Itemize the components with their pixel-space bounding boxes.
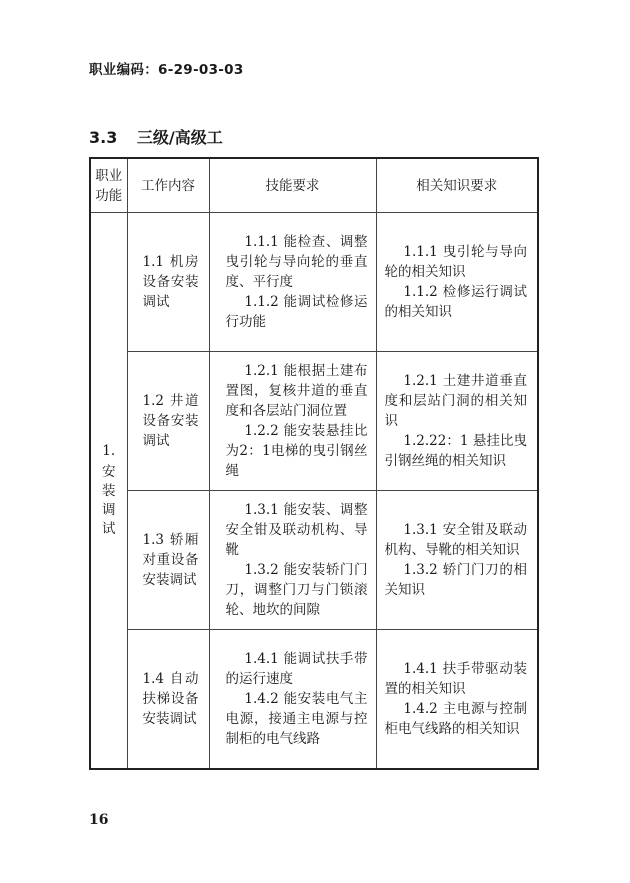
function-number: 1. — [102, 443, 116, 459]
section-number: 3.3 — [89, 128, 118, 147]
skill-item: 1.4.1 能调试扶手带的运行速度 — [225, 651, 368, 687]
section-heading — [89, 125, 223, 148]
knowledge-item: 1.1.2 检修运行调试的相关知识 — [384, 284, 527, 320]
work-content-cell: 1.4 自动扶梯设备安装调试 — [127, 630, 209, 770]
skill-item: 1.4.2 能安装电气主电源，接通主电源与控制柜的电气线路 — [225, 691, 368, 747]
work-content-cell: 1.3 轿厢对重设备安装调试 — [127, 491, 209, 630]
work-content-cell: 1.1 机房设备安装调试 — [127, 213, 209, 352]
skills-cell — [209, 491, 376, 630]
work-content-cell: 1.2 井道设备安装调试 — [127, 352, 209, 491]
skill-item: 1.1.1 能检查、调整曳引轮与导向轮的垂直度、平行度 — [225, 234, 368, 290]
table-header-row — [90, 158, 538, 213]
occupation-code: 职业编码：6-29-03-03 — [89, 62, 244, 78]
header-content: 工作内容 — [127, 158, 209, 213]
skill-item: 1.3.2 能安装轿门门刀，调整门刀与门锁滚轮、地坎的间隙 — [225, 562, 368, 618]
skills-cell — [209, 630, 376, 770]
table-row — [90, 213, 538, 352]
knowledge-item: 1.3.2 轿门门刀的相关知识 — [384, 562, 527, 598]
header-skills: 技能要求 — [209, 158, 376, 213]
header-function: 职业功能 — [90, 158, 127, 213]
knowledge-cell — [376, 491, 538, 630]
knowledge-cell — [376, 630, 538, 770]
function-cell — [90, 213, 127, 770]
table-row — [90, 491, 538, 630]
table-row — [90, 352, 538, 491]
skill-item: 1.3.1 能安装、调整安全钳及联动机构、导靴 — [225, 502, 368, 558]
section-title: 三级/高级工 — [136, 128, 223, 147]
skill-standard-table — [89, 157, 539, 770]
function-label: 安装调试 — [102, 464, 116, 537]
knowledge-item: 1.2.1 土建井道垂直度和层站门洞的相关知识 — [384, 373, 527, 429]
table-row — [90, 630, 538, 770]
skills-cell — [209, 213, 376, 352]
skills-cell — [209, 352, 376, 491]
skill-item: 1.2.1 能根据土建布置图，复核井道的垂直度和各层站门洞位置 — [225, 363, 368, 419]
knowledge-item: 1.4.2 主电源与控制柜电气线路的相关知识 — [384, 701, 527, 737]
header-knowledge: 相关知识要求 — [376, 158, 538, 213]
knowledge-item: 1.2.22：1 悬挂比曳引钢丝绳的相关知识 — [384, 433, 527, 469]
knowledge-cell — [376, 213, 538, 352]
skill-item: 1.2.2 能安装悬挂比为2：1电梯的曳引钢丝绳 — [225, 423, 368, 479]
knowledge-item: 1.4.1 扶手带驱动装置的相关知识 — [384, 661, 527, 697]
page-number: 16 — [89, 812, 109, 828]
skill-item: 1.1.2 能调试检修运行功能 — [225, 294, 368, 330]
knowledge-cell — [376, 352, 538, 491]
knowledge-item: 1.3.1 安全钳及联动机构、导靴的相关知识 — [384, 522, 527, 558]
knowledge-item: 1.1.1 曳引轮与导向轮的相关知识 — [384, 244, 527, 280]
